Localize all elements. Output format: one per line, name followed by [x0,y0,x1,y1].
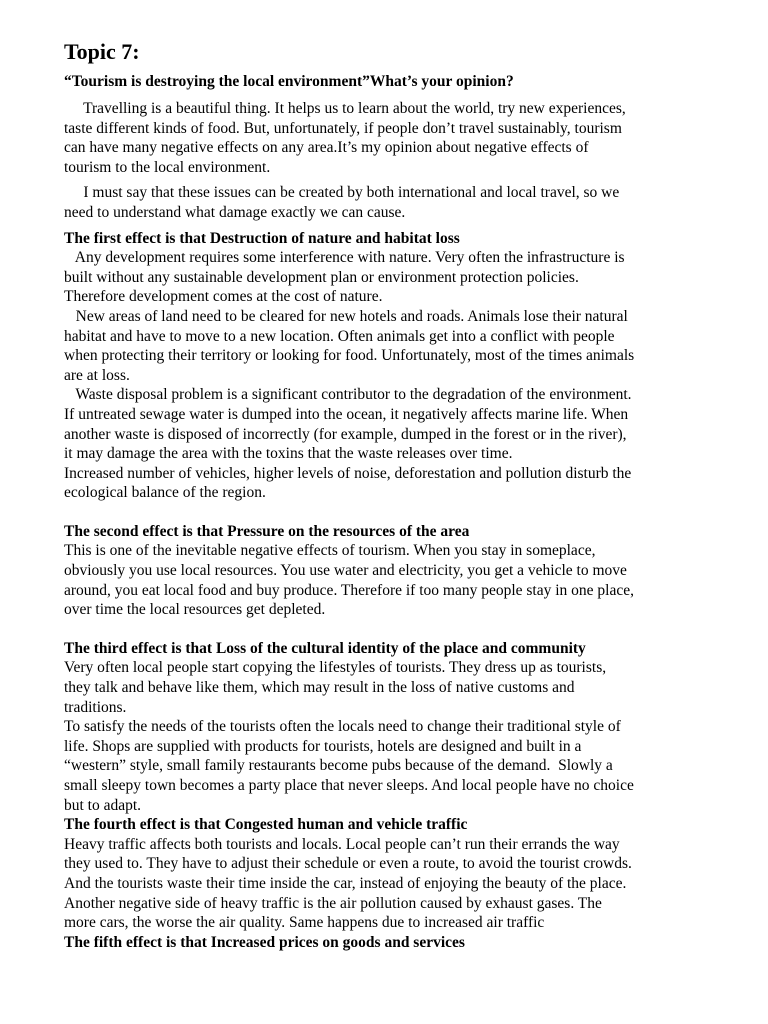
text-line: Increased number of vehicles, higher levels of noise, deforestation and pollution disturb the [64,464,632,482]
text-line: but to adapt. [64,796,142,814]
text-line: they talk and behave like them, which may result in the loss of native customs and [64,679,575,697]
document-page [64,38,732,952]
text-line: around, you eat local food and buy produce. Therefore if too many people stay in one place, [64,581,635,599]
text-line: ecological balance of the region. [64,484,266,502]
text-line: when protecting their territory or looking for food. Unfortunately, most of the times animals [64,347,635,365]
text-line: small sleepy town becomes a party place that never sleeps. And local people have no choice [64,777,634,794]
text-line: Heavy traffic affects both tourists and locals. Local people can’t run their errands the way [64,835,620,853]
text-line: If untreated sewage water is dumped into the ocean, it negatively affects marine life. When [64,405,629,423]
text-line: “western” style, small family restaurants become pubs because of the demand. Slowly a [64,757,613,775]
effect-5-section [64,933,732,953]
text-line: need to understand what damage exactly we can cause. [64,203,406,221]
text-line: traditions. [64,698,127,716]
section-heading: The fourth effect is that Congested human and vehicle traffic [64,816,468,834]
text-line: tourism to the local environment. [64,158,271,176]
effect-4-section [64,815,732,933]
text-line: they used to. They have to adjust their schedule or even a route, to avoid the tourist crowds. [64,855,632,873]
text-line: Waste disposal problem is a significant contributor to the degradation of the environment. [64,386,632,404]
text-line: another waste is disposed of incorrectly (for example, dumped in the forest or in the river), [64,425,627,443]
text-line: can have many negative effects on any area.It’s my opinion about negative effects of [64,139,589,157]
text-line: are at loss. [64,366,130,384]
text-line: I must say that these issues can be created by both international and local travel, so we [64,184,620,202]
text-line: life. Shops are supplied with products for tourists, hotels are designed and built in a [64,737,582,755]
text-line: more cars, the worse the air quality. Same happens due to increased air traffic [64,914,545,932]
text-line: taste different kinds of food. But, unfortunately, if people don’t travel sustainably, tourism [64,119,622,137]
text-line: To satisfy the needs of the tourists often the locals need to change their traditional style of [64,718,621,736]
effect-1-section [64,229,732,503]
text-line: This is one of the inevitable negative effects of tourism. When you stay in someplace, [64,542,596,560]
section-heading: The fifth effect is that Increased prices on goods and services [64,933,465,951]
text-line: it may damage the area with the toxins that the waste releases over time. [64,445,513,463]
intro-paragraph [64,99,732,177]
text-line: And the tourists waste their time inside the car, instead of enjoying the beauty of the place. [64,874,627,892]
text-line: obviously you use local resources. You use water and electricity, you get a vehicle to move [64,562,627,580]
intro-paragraph-2 [64,183,732,222]
section-heading: The third effect is that Loss of the cultural identity of the place and community [64,639,586,657]
text-line: New areas of land need to be cleared for new hotels and roads. Animals lose their natural [64,307,628,325]
text-line: habitat and have to move to a new location. Often animals get into a conflict with people [64,327,615,345]
text-line: built without any sustainable development plan or environment protection policies. [64,268,579,286]
page-title: Topic 7: [64,39,140,64]
text-line: Another negative side of heavy traffic is the air pollution caused by exhaust gases. The [64,894,602,912]
text-line: Any development requires some interference with nature. Very often the infrastructure is [64,249,625,267]
section-heading: The second effect is that Pressure on the resources of the area [64,522,470,540]
effect-3-section [64,639,732,815]
effect-2-section [64,522,732,620]
text-line: over time the local resources get depleted. [64,601,326,619]
essay-question: “Tourism is destroying the local environment”What’s your opinion? [64,73,514,90]
text-line: Very often local people start copying the lifestyles of tourists. They dress up as tourists, [64,659,607,677]
text-line: Travelling is a beautiful thing. It helps us to learn about the world, try new experiences, [64,100,626,117]
section-heading: The first effect is that Destruction of nature and habitat loss [64,229,460,247]
text-line: Therefore development comes at the cost of nature. [64,288,383,306]
